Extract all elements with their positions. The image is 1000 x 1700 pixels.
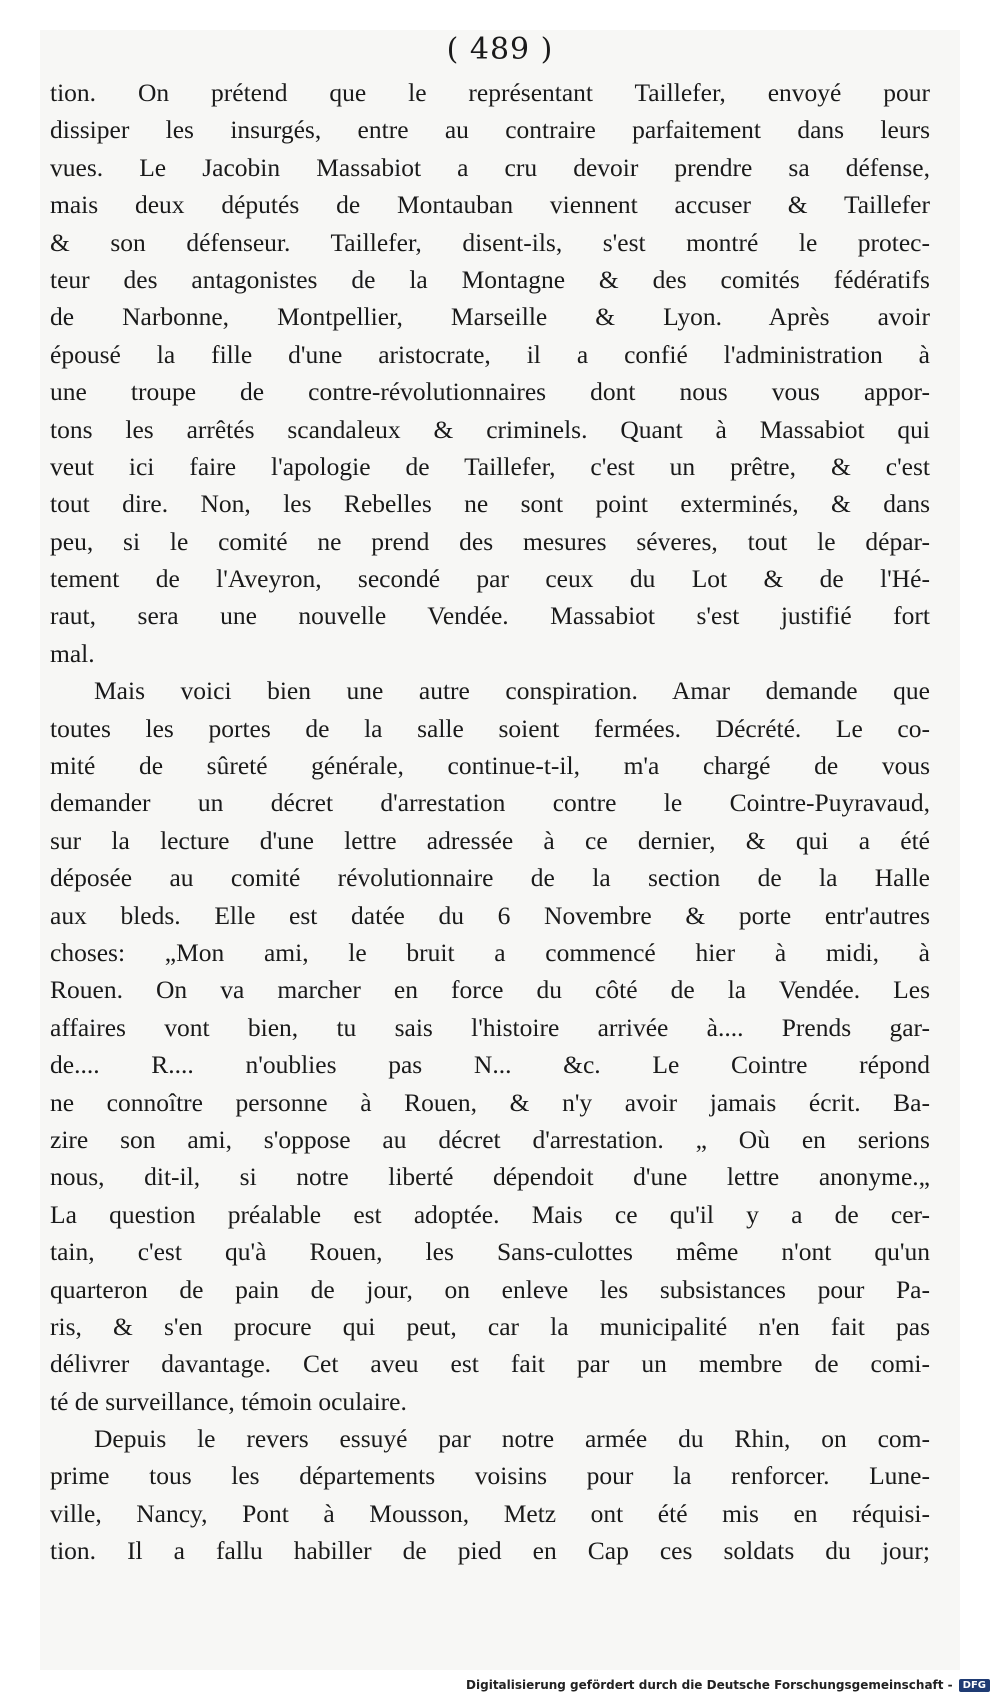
- body-text: [50, 74, 930, 1570]
- text-line: nous, dit-il, si notre liberté dépendoit d'une lettre anonyme.„: [50, 1162, 930, 1192]
- text-line: dissiper les insurgés, entre au contraire parfaitement dans leurs: [50, 115, 930, 145]
- text-line: veut ici faire l'apologie de Taillefer, c'est un prêtre, & c'est: [50, 451, 930, 481]
- text-line: Rouen. On va marcher en force du côté de la Vendée. Les: [50, 975, 930, 1005]
- text-line: Depuis le revers essuyé par notre armée du Rhin, on com-: [94, 1424, 930, 1454]
- text-line: délivrer davantage. Cet aveu est fait par un membre de comi-: [50, 1349, 930, 1379]
- text-line: tout dire. Non, les Rebelles ne sont point exterminés, & dans: [50, 489, 930, 519]
- text-line: La question préalable est adoptée. Mais ce qu'il y a de cer-: [50, 1199, 930, 1229]
- text-line: ris, & s'en procure qui peut, car la municipalité n'en fait pas: [50, 1311, 930, 1341]
- text-line: ville, Nancy, Pont à Mousson, Metz ont été mis en réquisi-: [50, 1498, 930, 1528]
- text-line: tain, c'est qu'à Rouen, les Sans-culottes même n'ont qu'un: [50, 1237, 930, 1267]
- digitization-credit: [466, 1678, 990, 1692]
- text-line: mité de sûreté générale, continue-t-il, m'a chargé de vous: [50, 751, 930, 781]
- text-line: Mais voici bien une autre conspiration. Amar demande que: [94, 676, 930, 706]
- text-line: de Narbonne, Montpellier, Marseille & Lyon. Après avoir: [50, 302, 930, 332]
- page-number: ( 489 ): [446, 32, 554, 67]
- text-line: tement de l'Aveyron, secondé par ceux du Lot & de l'Hé-: [50, 564, 930, 594]
- text-line: tion. On prétend que le représentant Taillefer, envoyé pour: [50, 78, 930, 107]
- text-line: quarteron de pain de jour, on enleve les subsistances pour Pa-: [50, 1274, 930, 1304]
- text-line: demander un décret d'arrestation contre le Cointre-Puyravaud,: [50, 788, 930, 818]
- text-line: de.... R.... n'oublies pas N... &c. Le Cointre répond: [50, 1050, 930, 1080]
- text-line: une troupe de contre-révolutionnaires dont nous vous appor-: [50, 377, 930, 407]
- text-line: mal.: [50, 638, 95, 668]
- text-line: choses: „Mon ami, le bruit a commencé hier à midi, à: [50, 937, 930, 967]
- dfg-logo: DFG: [959, 1679, 990, 1692]
- text-line: toutes les portes de la salle soient fermées. Décrété. Le co-: [50, 713, 930, 743]
- scanned-page: [40, 30, 960, 1670]
- text-line: sur la lecture d'une lettre adressée à ce dernier, & qui a été: [50, 825, 930, 855]
- text-line: vues. Le Jacobin Massabiot a cru devoir prendre sa défense,: [50, 152, 930, 182]
- text-line: teur des antagonistes de la Montagne & des comités fédératifs: [50, 264, 930, 294]
- text-line: té de surveillance, témoin oculaire.: [50, 1386, 407, 1416]
- text-line: déposée au comité révolutionnaire de la section de la Halle: [50, 863, 930, 893]
- text-line: zire son ami, s'oppose au décret d'arrestation. „ Où en serions: [50, 1124, 930, 1154]
- text-line: aux bleds. Elle est datée du 6 Novembre & porte entr'autres: [50, 900, 930, 930]
- credit-text: Digitalisierung gefördert durch die Deutsche Forschungsgemeinschaft -: [466, 1678, 953, 1692]
- text-line: ne connoître personne à Rouen, & n'y avoir jamais écrit. Ba-: [50, 1087, 930, 1117]
- text-line: tion. Il a fallu habiller de pied en Cap ces soldats du jour;: [50, 1536, 930, 1566]
- text-line: peu, si le comité ne prend des mesures séveres, tout le dépar-: [50, 526, 930, 556]
- text-line: raut, sera une nouvelle Vendée. Massabiot s'est justifié fort: [50, 601, 930, 631]
- text-line: mais deux députés de Montauban viennent accuser & Taillefer: [50, 190, 930, 220]
- text-line: tons les arrêtés scandaleux & criminels. Quant à Massabiot qui: [50, 414, 930, 444]
- text-line: & son défenseur. Taillefer, disent-ils, s'est montré le protec-: [50, 227, 930, 257]
- text-line: affaires vont bien, tu sais l'histoire arrivée à.... Prends gar-: [50, 1012, 930, 1042]
- text-line: épousé la fille d'une aristocrate, il a confié l'administration à: [50, 339, 930, 369]
- text-line: prime tous les départements voisins pour la renforcer. Lune-: [50, 1461, 930, 1491]
